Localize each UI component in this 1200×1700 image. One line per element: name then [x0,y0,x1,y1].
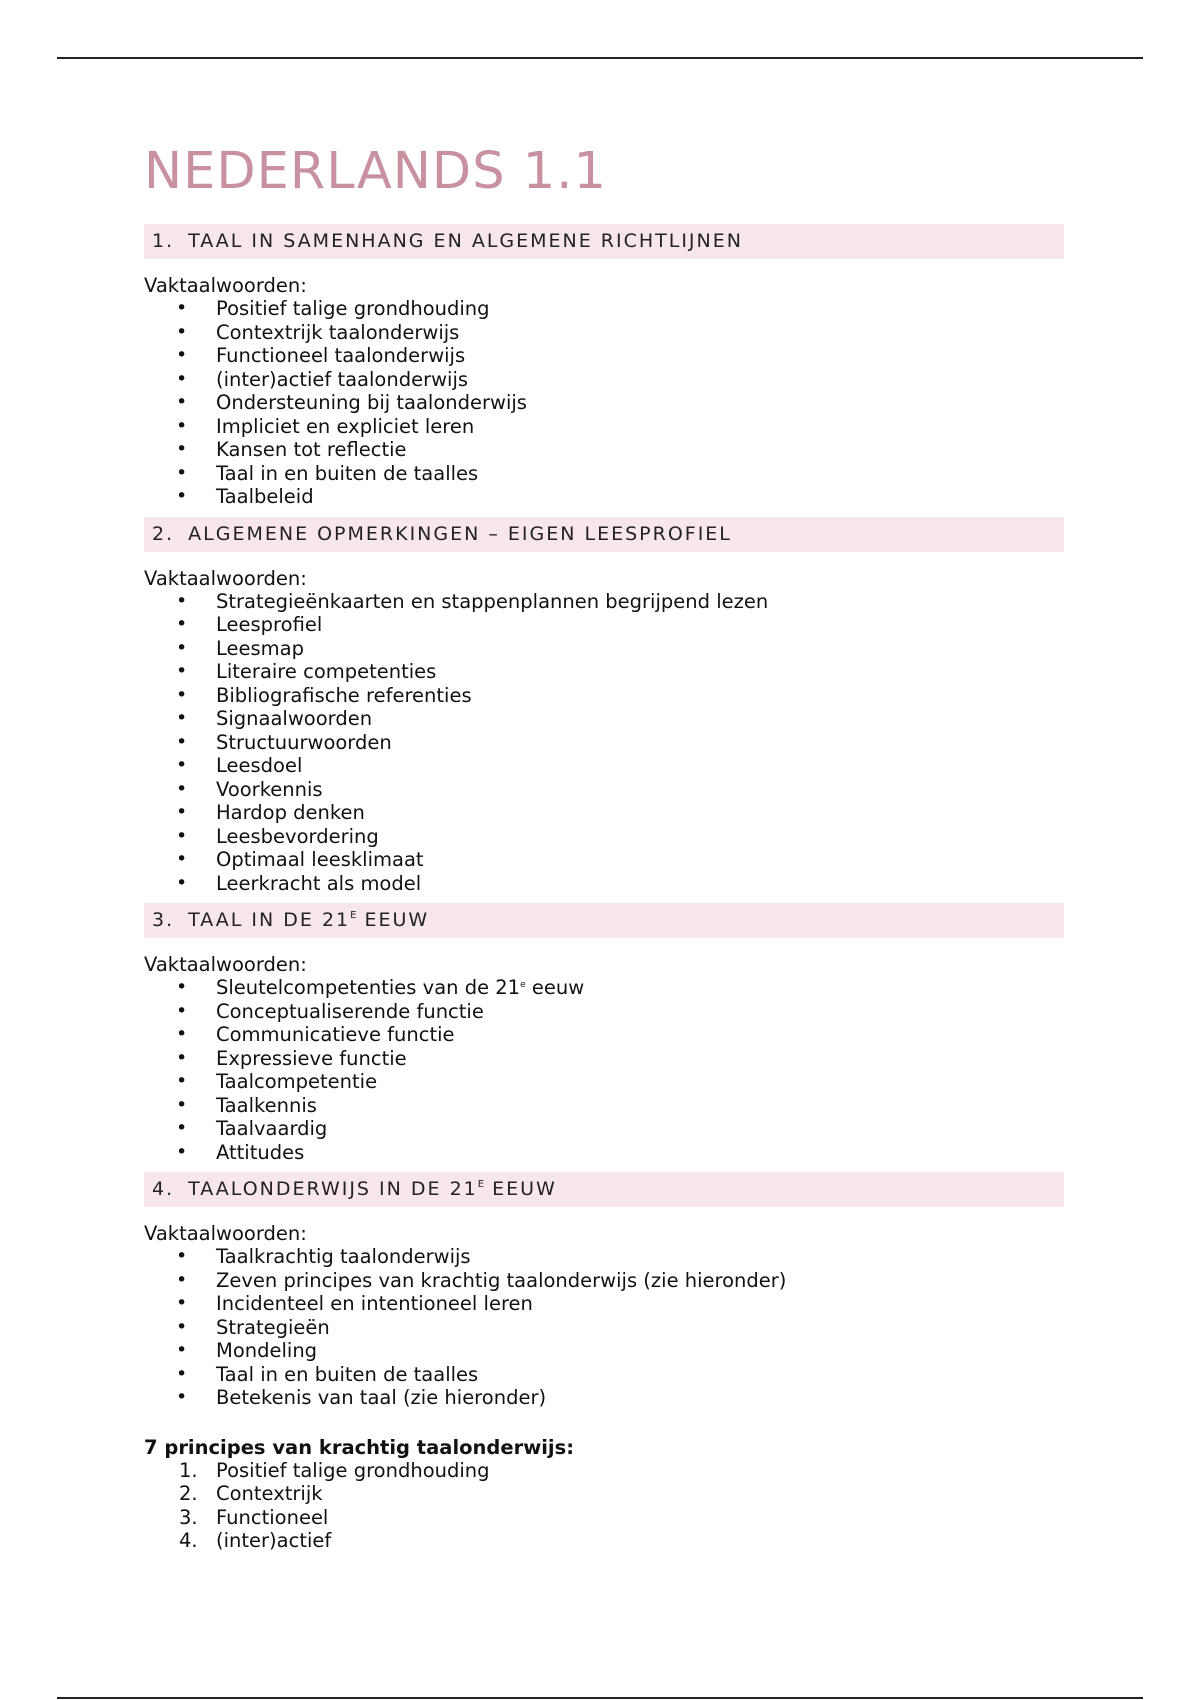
section-heading-2 [144,517,1064,552]
list-item: • Positief talige grondhouding [144,297,1064,321]
list-item: • Leesmap [144,637,1064,661]
section-title: TAALONDERWIJS IN DE 21 [188,1178,478,1200]
section-title: TAAL IN SAMENHANG EN ALGEMENE RICHTLIJNEN [188,230,743,252]
list-item: • Taalvaardig [144,1117,1064,1141]
principle-text: Positief talige grondhouding [216,1458,490,1482]
list-item: • Voorkennis [144,778,1064,802]
principle-text: (inter)actief [216,1529,332,1552]
term-list-3 [144,976,1064,1000]
principle-number: 2. [179,1482,198,1505]
list-item: • Incidenteel en intentioneel leren [144,1292,1064,1316]
principle-number: 1. [179,1458,198,1482]
list-item: • Leesbevordering [144,825,1064,849]
list-item: • Structuurwoorden [144,731,1064,755]
principles-title: 7 principes van krachtig taalonderwijs: [144,1435,574,1459]
list-item: • Taalbeleid [144,485,1064,509]
list-item: • Taalcompetentie [144,1070,1064,1094]
list-item: • Hardop denken [144,801,1064,825]
term-list-4 [144,1245,1064,1410]
section-number: 2. [152,522,175,545]
list-item: • Attitudes [144,1141,1064,1165]
list-item: • Conceptualiserende functie [144,1000,1064,1024]
principle-number: 3. [179,1505,198,1529]
list-item: • Leesdoel [144,754,1064,778]
list-item: • Strategieënkaarten en stappenplannen begrijpend lezen [144,590,1064,614]
list-item: • Leesprofiel [144,613,1064,637]
document-body [144,142,1064,1553]
list-item: • Zeven principes van krachtig taalonderwijs (zie hieronder) [144,1269,1064,1293]
document-title: NEDERLANDS 1.1 [144,142,607,201]
list-item: • Optimaal leesklimaat [144,848,1064,872]
principle-number: 4. [179,1529,198,1552]
list-item: • Signaalwoorden [144,707,1064,731]
list-item: • Kansen tot reflectie [144,438,1064,462]
principles-list [144,1459,1064,1553]
superscript: E [477,1179,485,1190]
section-number: 1. [152,230,175,252]
section-label: Vaktaalwoorden: [144,274,307,297]
bottom-rule [57,1697,1143,1699]
top-rule [57,57,1143,59]
principle-text: Functioneel [216,1505,329,1529]
term-list-2 [144,590,1064,896]
list-item: • Contextrijk taalonderwijs [144,321,1064,345]
list-item: • Taalkrachtig taalonderwijs [144,1245,1064,1269]
superscript: E [350,910,357,921]
section-label: Vaktaalwoorden: [144,566,307,590]
section-number: 3. [152,909,175,931]
principle-text: Contextrijk [216,1482,323,1505]
list-item-text: Sleutelcompetenties van de 21 [216,976,521,999]
section-title: TAAL IN DE 21 [188,909,351,931]
section-label: Vaktaalwoorden: [144,1222,307,1245]
term-list-1 [144,297,1064,509]
section-label: Vaktaalwoorden: [144,953,307,976]
list-item: • Expressieve functie [144,1047,1064,1071]
principle-item [144,1506,1064,1530]
list-item: • Functioneel taalonderwijs [144,344,1064,368]
list-item: • Strategieën [144,1316,1064,1340]
principle-item [144,1459,1064,1483]
list-item: • (inter)actief taalonderwijs [144,368,1064,392]
list-item: • Bibliografische referenties [144,684,1064,708]
section-heading-1 [144,224,1064,259]
list-item: • Taal in en buiten de taalles [144,462,1064,486]
list-item-text-end: eeuw [525,976,585,999]
section-title: ALGEMENE OPMERKINGEN – EIGEN LEESPROFIEL [188,522,732,545]
list-item: • Impliciet en expliciet leren [144,415,1064,439]
list-item: • Mondeling [144,1339,1064,1363]
list-item: • Betekenis van taal (zie hieronder) [144,1386,1064,1410]
list-item: • Communicatieve functie [144,1023,1064,1047]
list-item: • Literaire competenties [144,660,1064,684]
section-title-end: EEUW [356,909,430,931]
list-item: • Leerkracht als model [144,872,1064,896]
section-heading-3 [144,903,1064,938]
list-item: • Taalkennis [144,1094,1064,1118]
list-item [144,976,1064,1000]
term-list-3-rest [144,1000,1064,1165]
section-heading-4 [144,1172,1064,1207]
principle-item [144,1482,1064,1506]
list-item: • Taal in en buiten de taalles [144,1363,1064,1387]
section-number: 4. [152,1178,175,1200]
list-item: • Ondersteuning bij taalonderwijs [144,391,1064,415]
section-title-end: EEUW [484,1178,557,1200]
principle-item [144,1529,1064,1553]
superscript: e [520,980,526,990]
